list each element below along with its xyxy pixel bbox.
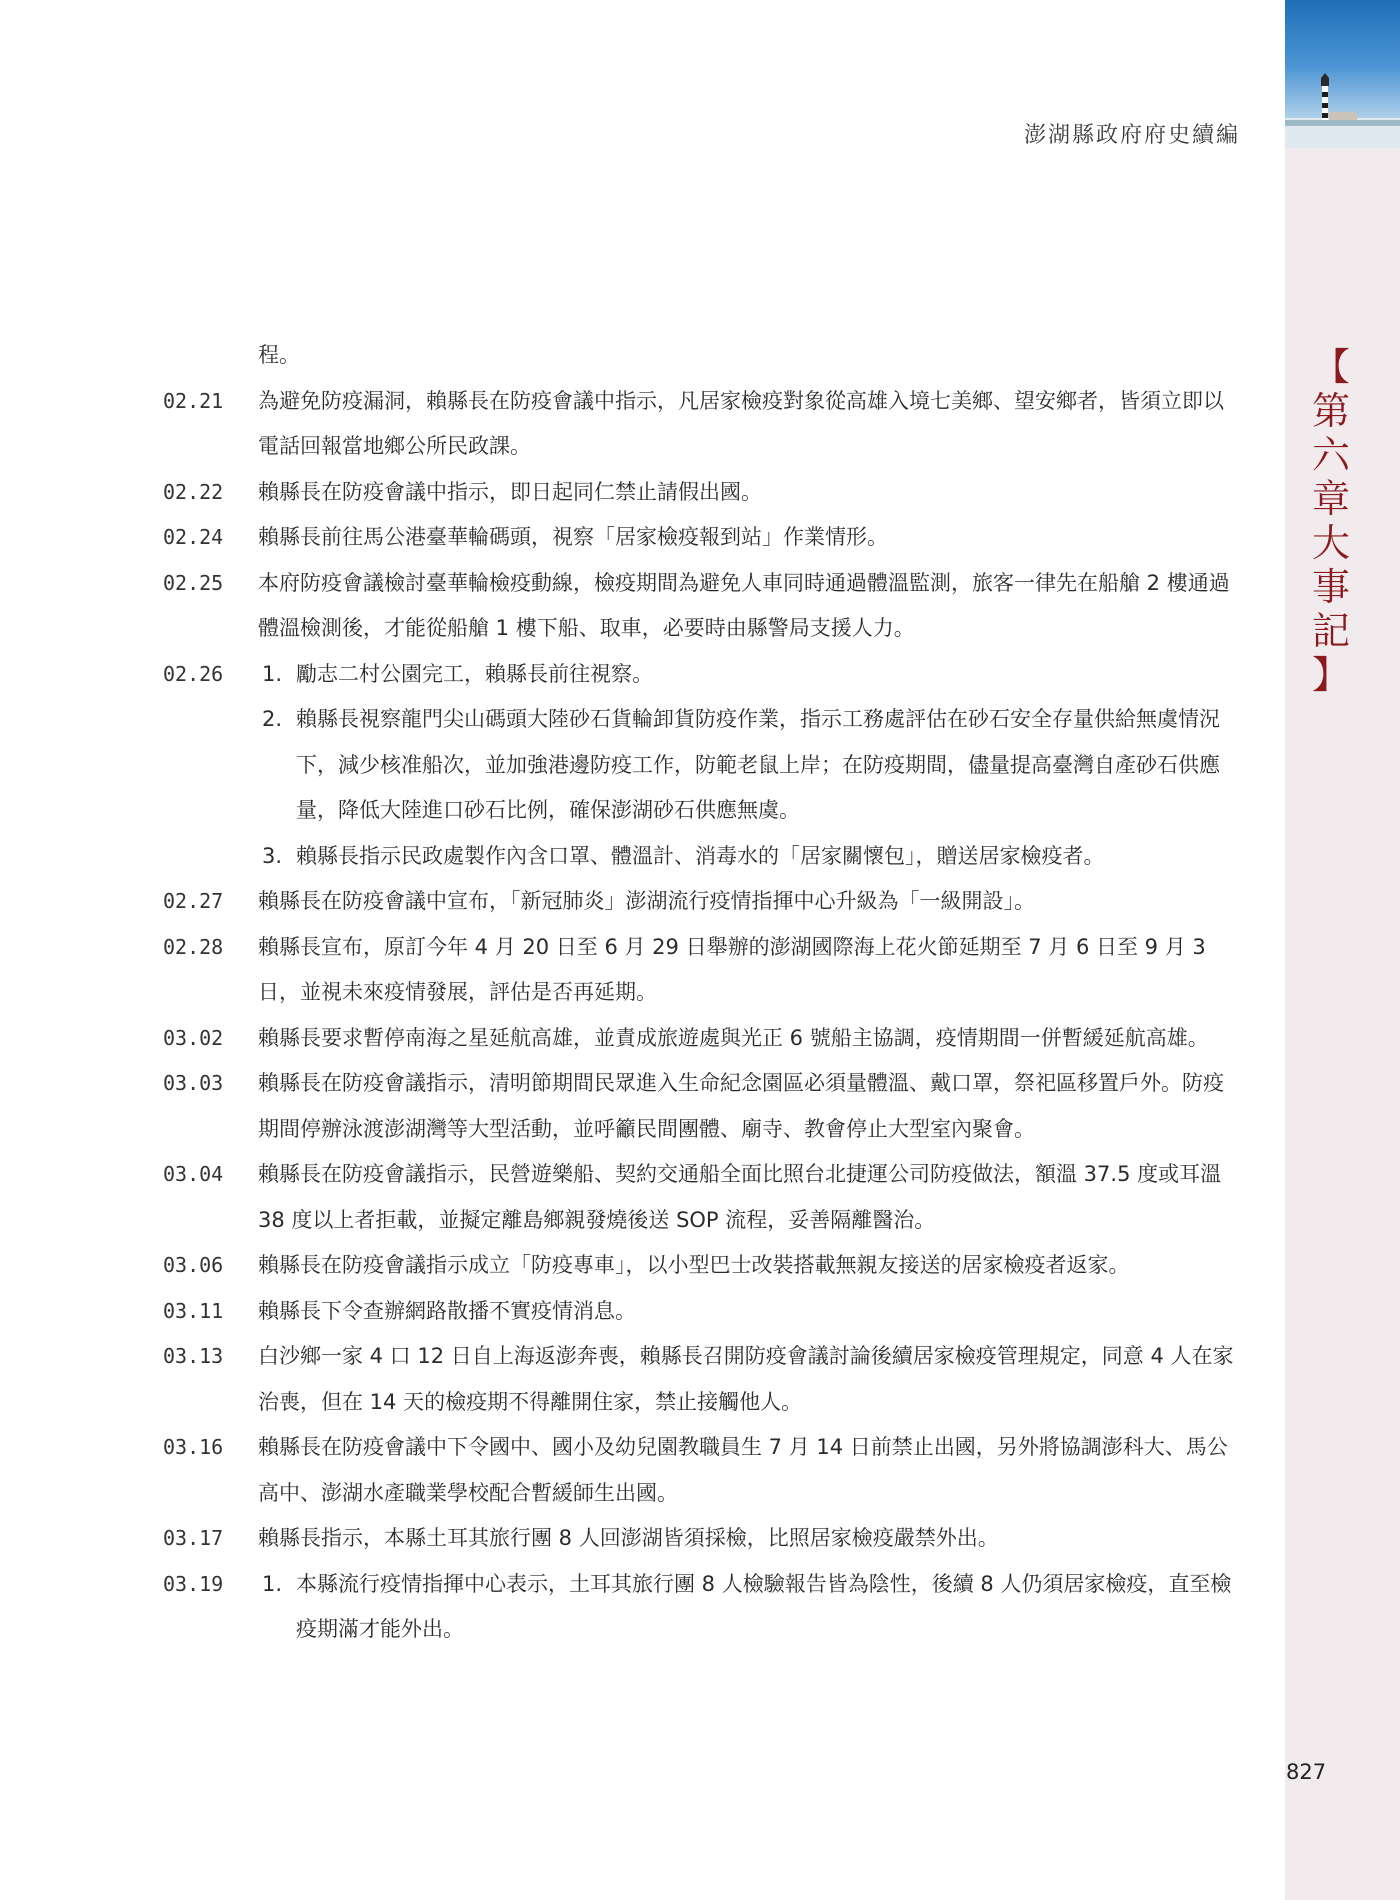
subitem-text: 勵志二村公園完工，賴縣長前往視察。 — [296, 661, 653, 686]
chapter-tab — [1308, 345, 1354, 697]
chronicle-entry — [163, 1016, 1238, 1062]
entry-body — [258, 1061, 1238, 1152]
chapter-tab-char: 【 — [1311, 345, 1350, 389]
chronicle-entry — [163, 1243, 1238, 1289]
entry-text: 白沙鄉一家 4 口 12 日自上海返澎奔喪，賴縣長召開防疫會議討論後續居家檢疫管理規定，同意 4 人在家治喪，但在 14 天的檢疫期不得離開住家，禁止接觸他人。 — [258, 1344, 1234, 1414]
entry-text: 賴縣長在防疫會議中下令國中、國小及幼兒園教職員生 7 月 14 日前禁止出國，另外將協調澎科大、馬公高中、澎湖水產職業學校配合暫緩師生出國。 — [258, 1435, 1228, 1505]
entry-text: 為避免防疫漏洞，賴縣長在防疫會議中指示，凡居家檢疫對象從高雄入境七美鄉、望安鄉者，皆須立即以電話回報當地鄉公所民政課。 — [258, 388, 1224, 458]
entry-date: 03.11 — [163, 1298, 224, 1323]
chronicle-entry — [163, 379, 1238, 470]
chronicle-entry — [163, 1289, 1238, 1335]
entry-text: 賴縣長在防疫會議指示，民營遊樂船、契約交通船全面比照台北捷運公司防疫做法，額溫 37.5 度或耳溫 38 度以上者拒載，並擬定離島鄉親發燒後送 SOP 流程，妥善隔離醫治。 — [258, 1162, 1222, 1232]
entry-text: 賴縣長要求暫停南海之星延航高雄，並責成旅遊處與光正 6 號船主協調，疫情期間一併暫緩延航高雄。 — [258, 1025, 1209, 1050]
entry-date: 03.19 — [163, 1571, 224, 1596]
chronicle-entry — [163, 1425, 1238, 1516]
entry-text: 賴縣長下令查辦網路散播不實疫情消息。 — [258, 1298, 636, 1323]
entry-body — [258, 879, 1238, 925]
entry-subitem — [258, 697, 1238, 834]
subitem-number: 1. — [262, 1571, 283, 1596]
chronicle-entry — [163, 1061, 1238, 1152]
chronicle-entries — [163, 333, 1238, 1653]
page-sidebar — [1285, 0, 1400, 1900]
chapter-tab-char: 】 — [1311, 653, 1350, 697]
subitem-number: 1. — [262, 661, 283, 686]
chronicle-entry — [163, 1152, 1238, 1243]
chapter-tab-char: 六 — [1311, 433, 1350, 477]
entry-body — [258, 1243, 1238, 1289]
entry-body — [258, 1425, 1238, 1516]
subitem-number: 3. — [262, 843, 283, 868]
entry-body — [258, 652, 1238, 880]
lighthouse-photo — [1285, 0, 1400, 148]
entry-date: 03.02 — [163, 1025, 224, 1050]
subitem-text: 本縣流行疫情指揮中心表示，土耳其旅行團 8 人檢驗報告皆為陰性，後續 8 人仍須居家檢疫，直至檢疫期滿才能外出。 — [296, 1571, 1232, 1641]
entry-body — [258, 379, 1238, 470]
entry-date: 02.27 — [163, 889, 224, 913]
chapter-tab-char: 事 — [1311, 565, 1350, 609]
chapter-tab-char: 章 — [1311, 477, 1350, 521]
entry-body — [258, 1152, 1238, 1243]
chronicle-entry — [163, 470, 1238, 516]
entry-date: 03.04 — [163, 1162, 224, 1186]
chronicle-entry — [163, 1516, 1238, 1562]
entry-date: 03.17 — [163, 1526, 224, 1550]
entry-text: 本府防疫會議檢討臺華輪檢疫動線，檢疫期間為避免人車同時通過體溫監測，旅客一律先在船艙 2 樓通過體溫檢測後，才能從船艙 1 樓下船、取車，必要時由縣警局支援人力。 — [258, 570, 1230, 640]
entry-text: 賴縣長前往馬公港臺華輪碼頭，視察「居家檢疫報到站」作業情形。 — [258, 525, 888, 549]
subitem-text: 賴縣長視察龍門尖山碼頭大陸砂石貨輪卸貨防疫作業，指示工務處評估在砂石安全存量供給無虞情況下，減少核准船次，並加強港邊防疫工作，防範老鼠上岸；在防疫期間，儘量提高臺灣自產砂石供應量，降低大陸進口砂石比例，確保澎湖砂石供應無虞。 — [296, 707, 1220, 822]
entry-body — [258, 925, 1238, 1016]
entry-body — [258, 1289, 1238, 1335]
entry-date: 03.13 — [163, 1344, 224, 1368]
running-header: 澎湖縣政府府史續編 — [1023, 123, 1240, 148]
entry-text: 賴縣長在防疫會議指示成立「防疫專車」，以小型巴士改裝搭載無親友接送的居家檢疫者返家。 — [258, 1253, 1130, 1277]
entry-body — [258, 1562, 1238, 1653]
entry-date: 02.21 — [163, 388, 224, 413]
entry-body — [258, 1334, 1238, 1425]
entry-body — [258, 333, 1238, 379]
subitem-text: 賴縣長指示民政處製作內含口罩、體溫計、消毒水的「居家關懷包」，贈送居家檢疫者。 — [296, 843, 1105, 868]
chronicle-entry — [163, 561, 1238, 652]
entry-date: 02.24 — [163, 525, 224, 549]
entry-date: 03.16 — [163, 1435, 224, 1459]
chapter-tab-char: 記 — [1311, 609, 1350, 653]
entry-body — [258, 470, 1238, 516]
entry-date: 02.25 — [163, 570, 224, 595]
entry-date: 03.06 — [163, 1253, 224, 1277]
entry-text: 程。 — [258, 343, 300, 367]
entry-body — [258, 1516, 1238, 1562]
entry-text: 賴縣長指示，本縣土耳其旅行團 8 人回澎湖皆須採檢，比照居家檢疫嚴禁外出。 — [258, 1526, 999, 1550]
chronicle-entry — [163, 333, 1238, 379]
entry-body — [258, 515, 1238, 561]
entry-text: 賴縣長在防疫會議中指示，即日起同仁禁止請假出國。 — [258, 479, 762, 504]
subitem-number: 2. — [262, 707, 283, 731]
entry-subitem — [258, 834, 1238, 880]
entry-subitem — [258, 1562, 1238, 1653]
entry-text: 賴縣長在防疫會議中宣布，「新冠肺炎」澎湖流行疫情指揮中心升級為「一級開設」。 — [258, 889, 1035, 913]
chronicle-entry — [163, 1334, 1238, 1425]
chronicle-entry — [163, 515, 1238, 561]
chronicle-entry — [163, 652, 1238, 880]
chronicle-entry — [163, 879, 1238, 925]
chronicle-entry — [163, 925, 1238, 1016]
entry-date: 02.22 — [163, 479, 224, 504]
chapter-tab-char: 大 — [1311, 521, 1350, 565]
entry-date: 02.28 — [163, 934, 224, 959]
entry-text: 賴縣長在防疫會議指示，清明節期間民眾進入生命紀念園區必須量體溫、戴口罩，祭祀區移置戶外。防疫期間停辦泳渡澎湖灣等大型活動，並呼籲民間團體、廟寺、教會停止大型室內聚會。 — [258, 1071, 1224, 1141]
page-number: 827 — [1286, 1760, 1327, 1784]
entry-date: 02.26 — [163, 661, 224, 686]
chronicle-entry — [163, 1562, 1238, 1653]
entry-subitem — [258, 652, 1238, 698]
entry-text: 賴縣長宣布，原訂今年 4 月 20 日至 6 月 29 日舉辦的澎湖國際海上花火節延期至 7 月 6 日至 9 月 3 日，並視未來疫情發展，評估是否再延期。 — [258, 934, 1206, 1004]
entry-date — [163, 333, 258, 379]
entry-date: 03.03 — [163, 1071, 224, 1095]
entry-body — [258, 1016, 1238, 1062]
chapter-tab-char: 第 — [1311, 389, 1350, 433]
entry-body — [258, 561, 1238, 652]
